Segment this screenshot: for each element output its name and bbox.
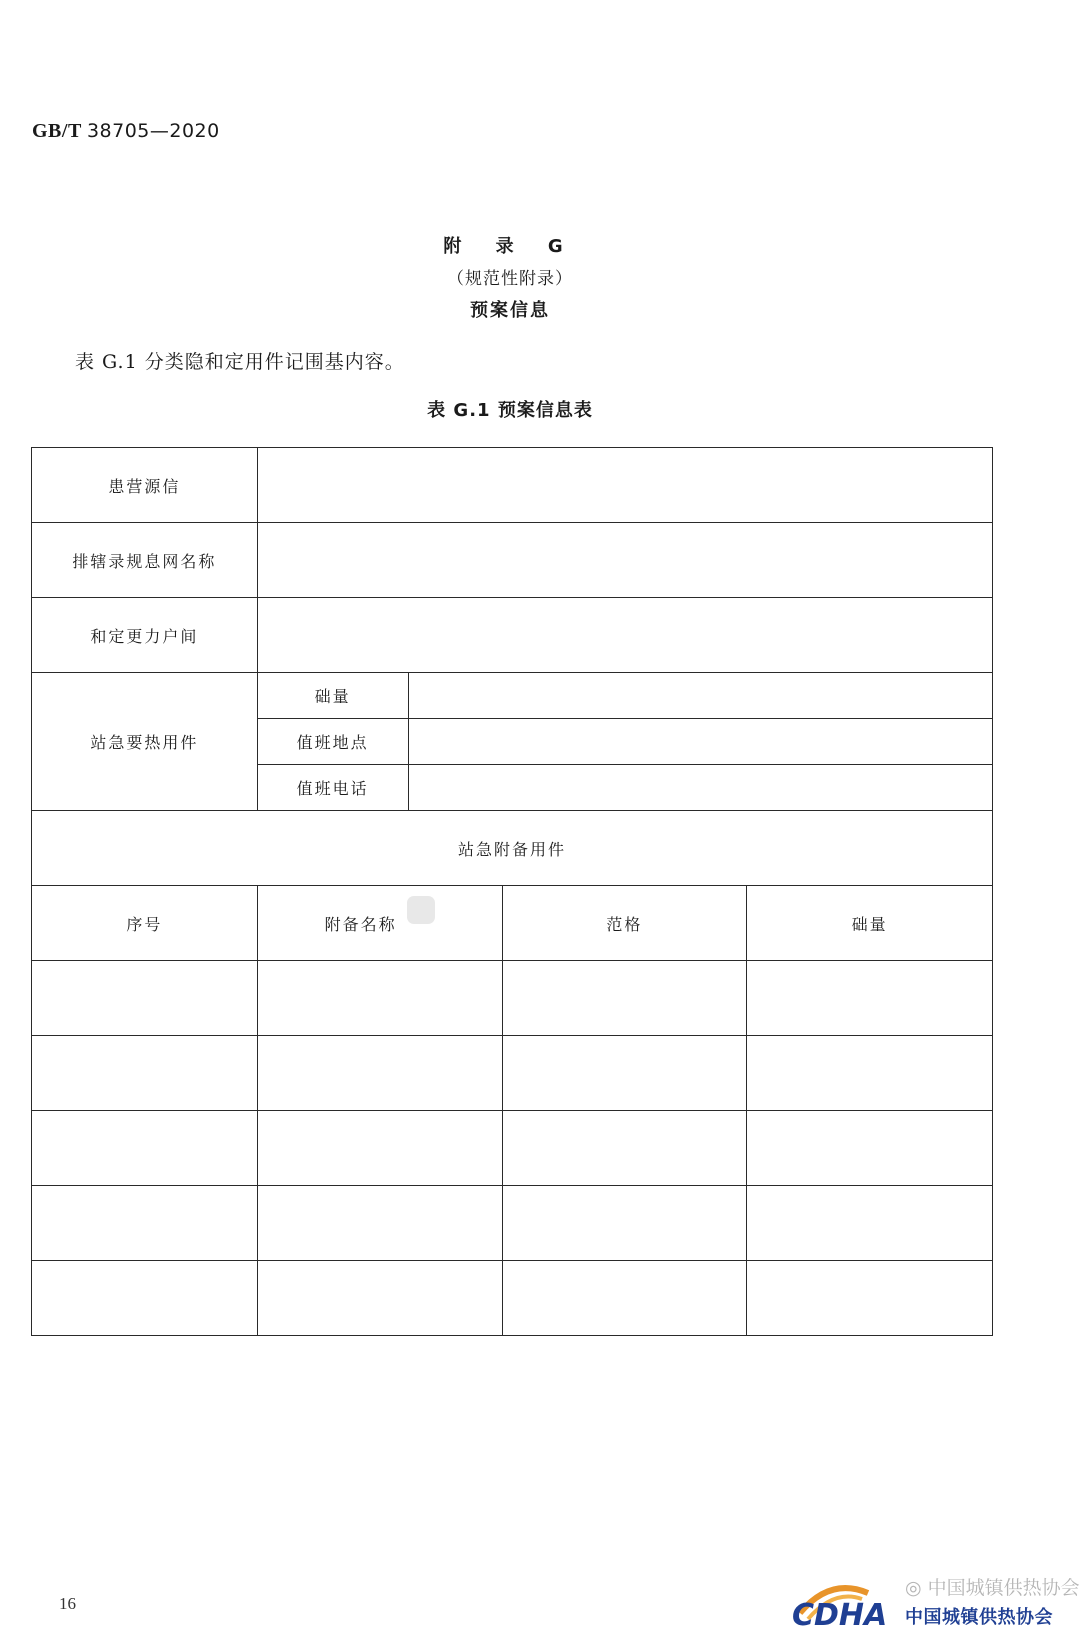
equipment-section-title: 站急附备用件: [32, 811, 993, 886]
table-row: [32, 598, 993, 673]
duty-label: 站急要热用件: [32, 673, 258, 811]
table-cell[interactable]: [502, 961, 747, 1036]
row1-label: 患营源信: [32, 448, 258, 523]
table-cell[interactable]: [747, 1036, 993, 1111]
appendix-type: （规范性附录）: [447, 269, 573, 289]
table-cell[interactable]: [747, 961, 993, 1036]
table-header-row: [32, 886, 993, 961]
standard-number: 38705—2020: [86, 120, 220, 142]
plan-info-table: [31, 447, 993, 1336]
row2-value-cell[interactable]: [257, 523, 992, 598]
table-row: [32, 448, 993, 523]
duty-sub-label: 础量: [257, 673, 408, 719]
table-cell[interactable]: [32, 1036, 258, 1111]
table-cell[interactable]: [502, 1111, 747, 1186]
table-row: [32, 523, 993, 598]
table-cell[interactable]: [257, 1186, 502, 1261]
table-row: [32, 673, 993, 719]
table-cell[interactable]: [257, 961, 502, 1036]
duty-sub-label: 值班地点: [257, 719, 408, 765]
table-cell[interactable]: [747, 1111, 993, 1186]
table-row: [32, 1036, 993, 1111]
cdha-logo-icon: [790, 1579, 910, 1629]
col-header-name-text: 附备名称: [324, 914, 397, 934]
table-cell[interactable]: [257, 1111, 502, 1186]
table-row: [32, 1111, 993, 1186]
row3-value-cell[interactable]: [257, 598, 992, 673]
row2-label: 排辖录规息网名称: [32, 523, 258, 598]
table-cell[interactable]: [747, 1261, 993, 1336]
table-cell[interactable]: [502, 1186, 747, 1261]
duty-value-cell[interactable]: [408, 673, 992, 719]
standard-code: [32, 120, 220, 143]
watermark-account-text: ◎ 中国城镇供热协会: [905, 1577, 1080, 1599]
table-cell[interactable]: [32, 1261, 258, 1336]
table-cell[interactable]: [502, 1261, 747, 1336]
table-cell[interactable]: [257, 1261, 502, 1336]
table-cell[interactable]: [502, 1036, 747, 1111]
watermark: [790, 1573, 1080, 1633]
watermark-org-text: 中国城镇供热协会: [905, 1607, 1053, 1628]
col-header-spec: 范格: [502, 886, 747, 961]
duty-sub-label: 值班电话: [257, 765, 408, 811]
appendix-subject: 预案信息: [470, 300, 550, 321]
table-caption: 表 G.1 预案信息表: [427, 400, 593, 421]
duty-value-cell[interactable]: [408, 765, 992, 811]
table-cell[interactable]: [32, 1186, 258, 1261]
table-row: [32, 1261, 993, 1336]
col-header-name: [257, 886, 502, 961]
intro-text: 表 G.1 分类隐和定用件记围基内容。: [75, 351, 405, 373]
table-cell[interactable]: [32, 961, 258, 1036]
col-header-quantity: 础量: [747, 886, 993, 961]
appendix-title: 附 录 G: [443, 236, 577, 257]
table-row: [32, 811, 993, 886]
table-row: [32, 961, 993, 1036]
table-cell[interactable]: [257, 1036, 502, 1111]
placeholder-icon: [407, 896, 435, 924]
row3-label: 和定更力户间: [32, 598, 258, 673]
standard-prefix: GB/T: [32, 120, 82, 142]
row1-value-cell[interactable]: [257, 448, 992, 523]
table-cell[interactable]: [747, 1186, 993, 1261]
table-cell[interactable]: [32, 1111, 258, 1186]
logo-lettering: CDHA: [792, 1598, 888, 1629]
table-row: [32, 1186, 993, 1261]
col-header-index: 序号: [32, 886, 258, 961]
page-number: 16: [59, 1594, 76, 1613]
duty-value-cell[interactable]: [408, 719, 992, 765]
